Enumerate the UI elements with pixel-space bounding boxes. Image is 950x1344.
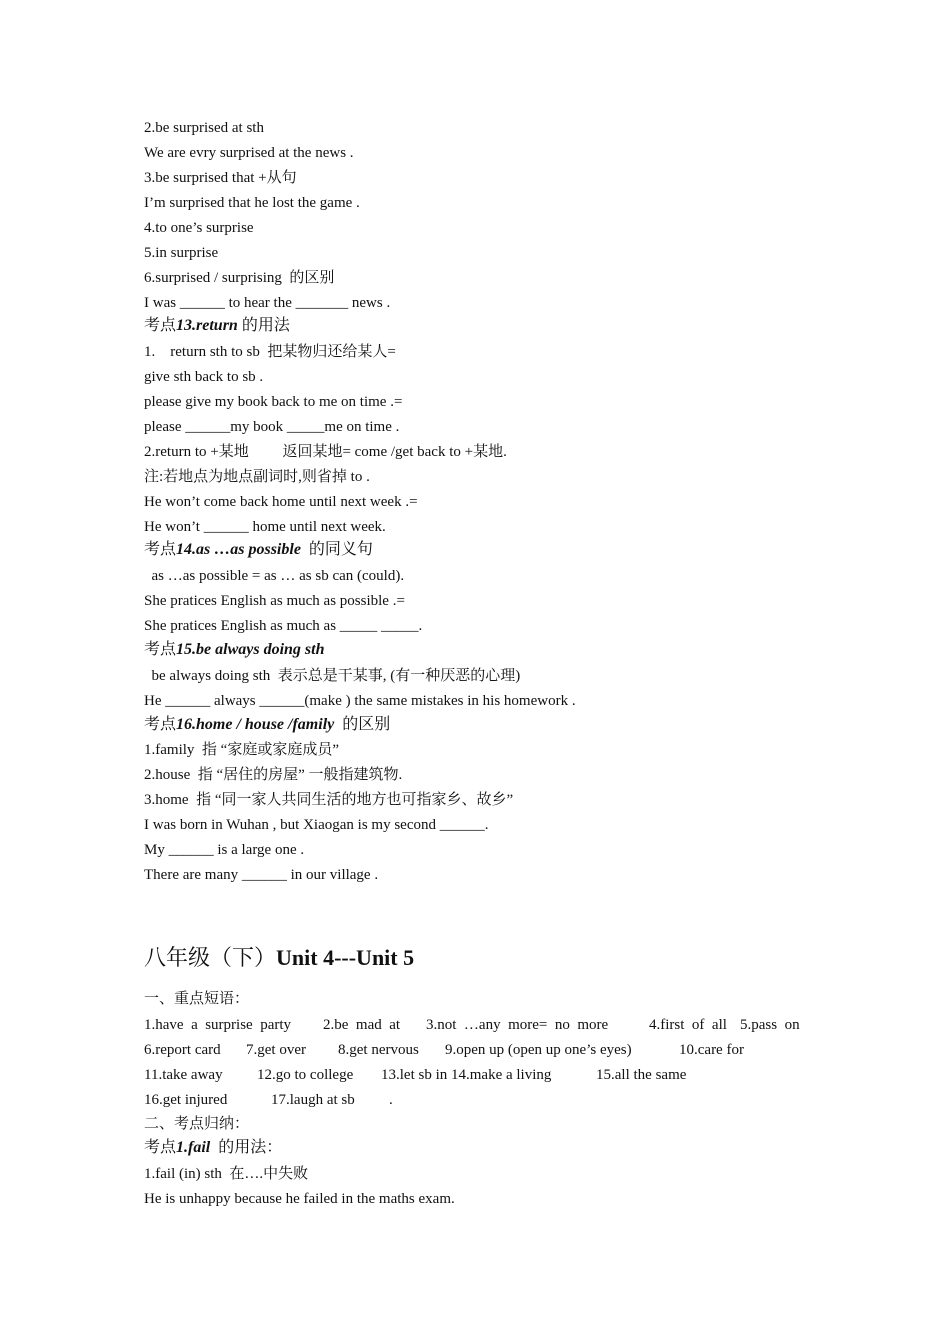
text-line: I’m surprised that he lost the game . [144, 195, 360, 211]
phrase-item: 12.go to college [257, 1067, 354, 1083]
exam-point-prefix: 考点 [144, 1139, 177, 1156]
text-line: He won’t ______ home until next week. [144, 519, 386, 535]
section-title: 一、重点短语： [144, 991, 250, 1007]
phrase-item: 15.all the same [596, 1067, 687, 1083]
text-line: There are many ______ in our village . [144, 867, 379, 883]
text-line: 1.family 指 “家庭或家庭成员” [144, 742, 339, 758]
exam-point-heading [144, 641, 324, 659]
text-line: 2.house 指 “居住的房屋” 一般指建筑物. [144, 767, 403, 783]
phrase-item: 1.have a surprise party [144, 1017, 292, 1033]
phrase-item: 13.let sb in 14.make a living [381, 1067, 552, 1083]
text-line: 6.surprised / surprising 的区别 [144, 270, 335, 286]
phrase-item: 17.laugh at sb [271, 1092, 355, 1108]
exam-point-title: 16.home / house /family [176, 716, 335, 733]
text-line: as …as possible = as … as sb can (could). [144, 568, 405, 584]
text-line: He ______ always ______(make ) the same mistakes in his homework . [144, 693, 576, 709]
exam-point-title: 13.return [176, 317, 238, 334]
phrase-item: . [389, 1092, 393, 1108]
text-line: He won’t come back home until next week .= [144, 494, 418, 510]
text-line: 5.in surprise [144, 245, 219, 261]
text-line: 2.be surprised at sth [144, 120, 264, 136]
phrase-item: 6.report card [144, 1042, 221, 1058]
exam-point-title: 14.as …as possible [176, 541, 301, 558]
phrase-item: 4.first of all [649, 1017, 727, 1033]
text-line: 注:若地点为地点副词时,则省掉 to . [144, 469, 370, 485]
phrase-item: 8.get nervous [338, 1042, 419, 1058]
exam-point-suffix: 的区别 [334, 716, 391, 733]
text-line: 3.be surprised that +从句 [144, 170, 297, 186]
exam-point-prefix: 考点 [144, 317, 177, 334]
exam-point-heading [144, 1139, 282, 1157]
phrase-item: 16.get injured [144, 1092, 228, 1108]
exam-point-title: 15.be always doing sth [176, 641, 325, 658]
text-line: My ______ is a large one . [144, 842, 305, 858]
text-line: I was ______ to hear the _______ news . [144, 295, 391, 311]
section-title: 二、考点归纳： [144, 1116, 250, 1132]
text-line: He is unhappy because he failed in the maths exam. [144, 1191, 455, 1207]
text-line: please ______my book _____me on time . [144, 419, 400, 435]
text-line: give sth back to sb . [144, 369, 264, 385]
text-line: I was born in Wuhan , but Xiaogan is my second ______. [144, 817, 489, 833]
phrase-item: 2.be mad at [323, 1017, 401, 1033]
text-line: please give my book back to me on time .= [144, 394, 403, 410]
text-line: 1. return sth to sb 把某物归还给某人= [144, 344, 396, 360]
text-line: 4.to one’s surprise [144, 220, 254, 236]
phrase-item: 10.care for [679, 1042, 744, 1058]
text-line: 3.home 指 “同一家人共同生活的地方也可指家乡、故乡” [144, 792, 514, 808]
exam-point-heading [144, 716, 390, 734]
exam-point-title: 1.fail [176, 1139, 211, 1156]
text-line: 1.fail (in) sth 在….中失败 [144, 1166, 309, 1182]
unit-heading-units: Unit 4---Unit 5 [276, 945, 415, 970]
exam-point-suffix: 的用法 [237, 317, 290, 334]
exam-point-suffix: 的用法： [210, 1139, 283, 1156]
text-line: She pratices English as much as _____ _____. [144, 618, 423, 634]
unit-heading [144, 944, 414, 972]
phrase-item: 3.not …any more= no more [426, 1017, 609, 1033]
exam-point-prefix: 考点 [144, 716, 177, 733]
unit-heading-grade: 八年级（下） [144, 945, 277, 970]
text-line: be always doing sth 表示总是干某事, (有一种厌恶的心理) [144, 668, 521, 684]
text-line: She pratices English as much as possible .= [144, 593, 405, 609]
exam-point-suffix: 的同义句 [300, 541, 373, 558]
phrase-item: 5.pass on [740, 1017, 800, 1033]
exam-point-prefix: 考点 [144, 641, 177, 658]
phrase-item: 9.open up (open up one’s eyes) [445, 1042, 632, 1058]
phrase-item: 7.get over [246, 1042, 306, 1058]
exam-point-heading [144, 541, 373, 559]
exam-point-prefix: 考点 [144, 541, 177, 558]
phrase-item: 11.take away [144, 1067, 223, 1083]
exam-point-heading [144, 317, 290, 335]
text-line: We are evry surprised at the news . [144, 145, 354, 161]
text-line: 2.return to +某地 返回某地= come /get back to +某地. [144, 444, 507, 460]
